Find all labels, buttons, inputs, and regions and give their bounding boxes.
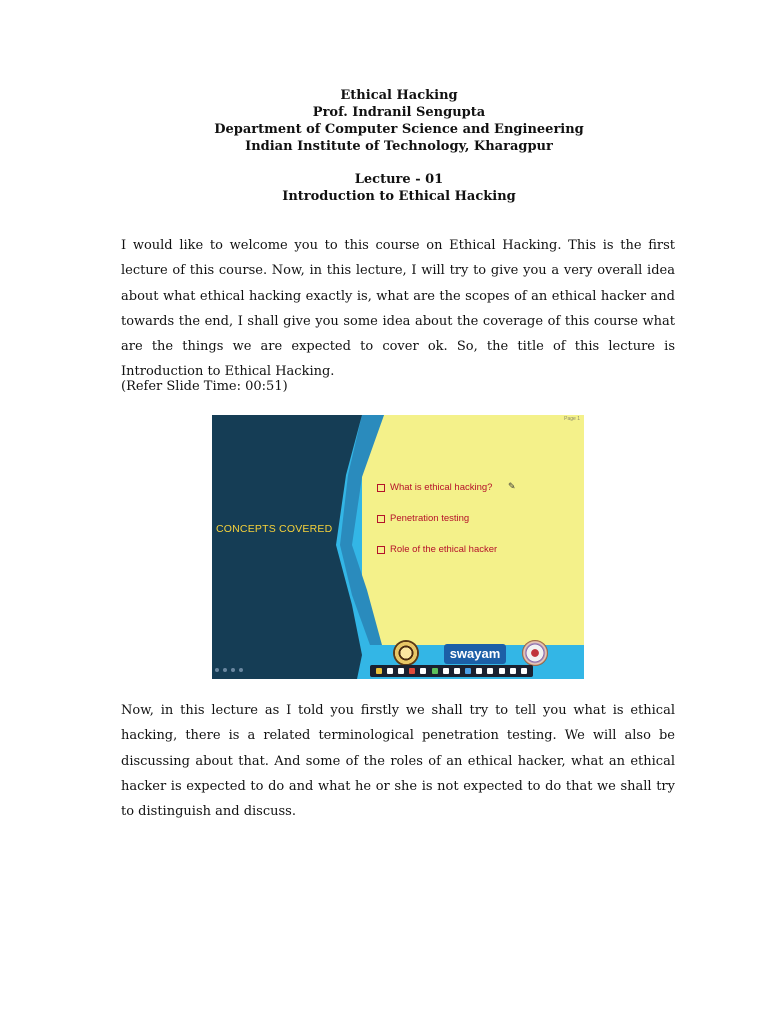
text-tool-icon	[454, 668, 460, 674]
green-pen-icon	[432, 668, 438, 674]
body-paragraph: Now, in this lecture as I told you firstly we shall try to tell you what is ethical hacking, there is a related terminological penetration testing. We will also be discussing about that. And some of the roles of an ethical hacker, what an ethical hacker is expected to do and what he or she is not expected to do that we shall try to distinguish and discuss.	[121, 703, 675, 820]
pointer-cursor-icon: ✎	[508, 482, 516, 492]
checkbox-bullet-icon	[377, 515, 385, 523]
clear-icon	[510, 668, 516, 674]
nptel-logo	[522, 640, 548, 666]
bullet-text: Role of the ethical hacker	[390, 544, 498, 555]
slide-time-reference: (Refer Slide Time: 00:51)	[121, 379, 288, 394]
highlighter-tool-icon	[420, 668, 426, 674]
iit-kharagpur-logo	[393, 640, 419, 666]
slide-nav-controls	[215, 668, 247, 672]
department-name: Department of Computer Science and Engineering	[214, 122, 584, 137]
document-header	[0, 87, 768, 205]
checkbox-bullet-icon	[377, 484, 385, 492]
slide-bullet-list	[377, 472, 497, 565]
professor-name: Prof. Indranil Sengupta	[312, 105, 486, 120]
menu-icon	[521, 668, 527, 674]
slide-annotation-toolbar	[370, 665, 533, 677]
checkbox-bullet-icon	[377, 546, 385, 554]
marker-tool-icon	[409, 668, 415, 674]
lecture-number: Lecture - 01	[354, 172, 444, 187]
header-gap	[0, 155, 768, 171]
nav-dot-icon	[215, 668, 219, 672]
slide-section-title: CONCEPTS COVERED	[216, 523, 333, 535]
institute-name: Indian Institute of Technology, Kharagpur	[245, 139, 553, 154]
bullet-text: What is ethical hacking?	[390, 482, 493, 493]
slide-page-indicator: Page 1	[564, 416, 580, 422]
nav-dot-icon	[223, 668, 227, 672]
bullet-text: Penetration testing	[390, 513, 470, 524]
pointer-tool-icon	[387, 668, 393, 674]
intro-paragraph: I would like to welcome you to this course on Ethical Hacking. This is the first lecture of this course. Now, in this lecture, I will try to give you a very overall idea about what ethical hacking exactly is, what are the scopes of an ethical hacker and towards the end, I shall give you some idea about the coverage of this course what are the things we are expected to cover ok. So, the title of this lecture is Introduction to Ethical Hacking.	[121, 238, 675, 380]
shape-tool-icon	[465, 668, 471, 674]
lecture-slide-image	[212, 415, 584, 679]
lecture-title: Introduction to Ethical Hacking	[282, 189, 516, 204]
course-title: Ethical Hacking	[340, 88, 458, 103]
eraser-tool-icon	[443, 668, 449, 674]
redo-icon	[499, 668, 505, 674]
undo-icon	[487, 668, 493, 674]
line-tool-icon	[476, 668, 482, 674]
swayam-logo: swayam	[444, 644, 506, 664]
slide-bullet-item	[377, 472, 497, 503]
slide-bullet-item	[377, 503, 497, 534]
play-icon	[376, 668, 382, 674]
slide-bullet-item	[377, 534, 497, 565]
nav-dot-icon	[239, 668, 243, 672]
pen-tool-icon	[398, 668, 404, 674]
nav-dot-icon	[231, 668, 235, 672]
